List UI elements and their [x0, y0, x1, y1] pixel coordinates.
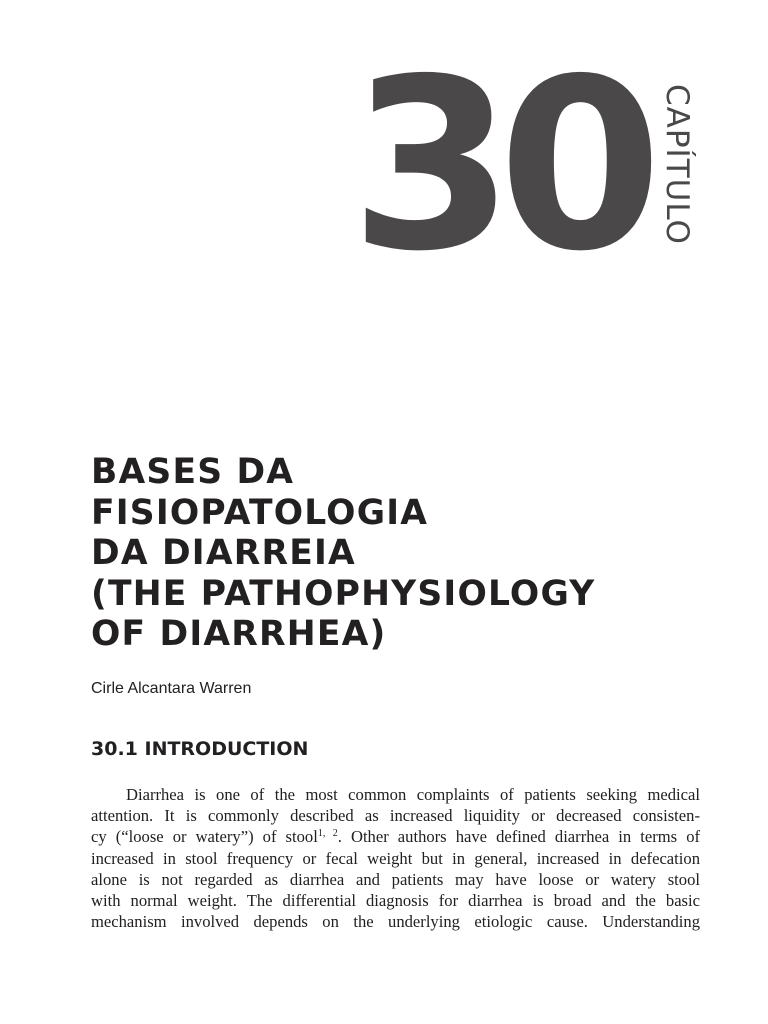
- chapter-number: 30: [350, 28, 647, 303]
- paragraph-text: cy (“loose or watery”) of stool: [91, 827, 318, 847]
- paragraph-line: attention. It is commonly described as increased liquidity or decreased consisten-: [91, 806, 700, 826]
- citation-superscript: 1, 2: [317, 828, 338, 840]
- paragraph-line: Diarrhea is one of the most common complaints of patients seeking medical: [126, 785, 700, 804]
- paragraph-line: increased in stool frequency or fecal weight but in general, increased in defecation: [91, 848, 700, 868]
- chapter-title: [91, 452, 731, 655]
- author-name: Cirle Alcantara Warren: [91, 680, 252, 697]
- paragraph-text: . Other authors have defined diarrhea in terms of: [337, 827, 701, 847]
- title-line: FISIOPATOLOGIA: [91, 492, 429, 533]
- paragraph-line: alone is not regarded as diarrhea and patients may have loose or watery stool: [91, 869, 700, 889]
- intro-paragraph: [91, 784, 700, 932]
- title-line: OF DIARRHEA): [91, 614, 387, 654]
- paragraph-line: mechanism involved depends on the underlying etiologic cause. Understanding: [91, 912, 700, 932]
- paragraph-line: with normal weight. The differential diagnosis for diarrhea is broad and the basic: [91, 891, 700, 911]
- title-line: DA DIARREIA: [91, 533, 356, 573]
- title-line: BASES DA: [91, 452, 295, 492]
- chapter-label: CAPÍTULO: [659, 84, 695, 245]
- paragraph-line: [91, 826, 700, 847]
- section-heading: 30.1 INTRODUCTION: [91, 738, 309, 760]
- title-line: (THE PATHOPHYSIOLOGY: [91, 573, 596, 614]
